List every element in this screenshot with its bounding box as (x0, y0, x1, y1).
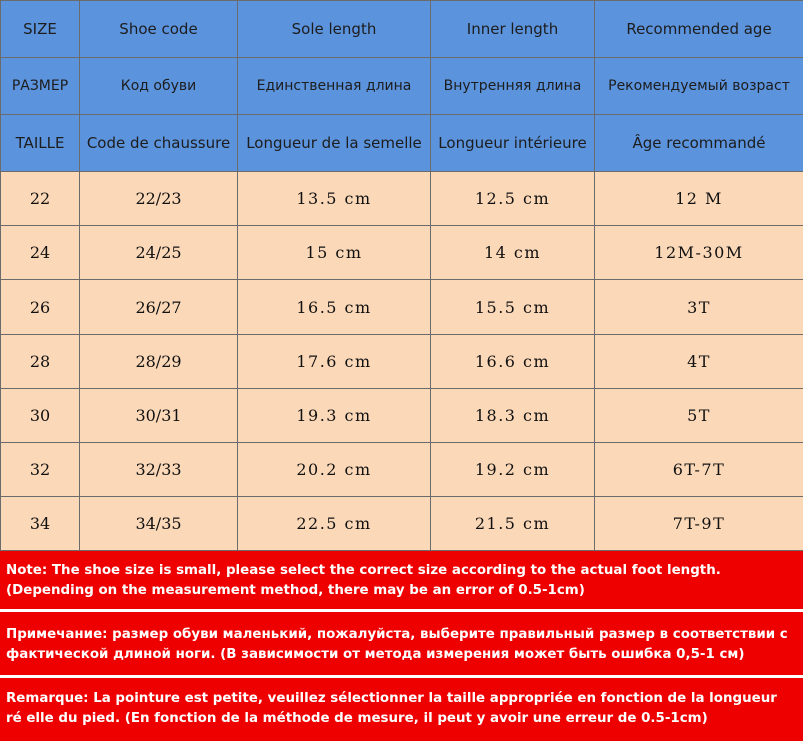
note-english: Note: The shoe size is small, please select the correct size according to the actual foot length. (Depending on the measurement method, there may be an error of 0.5-1cm) (0, 551, 803, 609)
table-row (1, 442, 803, 496)
cell-sole-length: 15 cm (238, 226, 431, 280)
table-row (1, 226, 803, 280)
header-sole-length-fr: Longueur de la semelle (238, 115, 431, 172)
cell-inner-length: 15.5 cm (431, 280, 595, 334)
cell-recommended-age: 12 M (595, 172, 803, 226)
cell-size: 22 (1, 172, 80, 226)
cell-recommended-age: 4T (595, 334, 803, 388)
table-row (1, 280, 803, 334)
cell-inner-length: 21.5 cm (431, 496, 595, 550)
header-shoe-code-fr: Code de chaussure (80, 115, 238, 172)
cell-shoe-code: 26/27 (80, 280, 238, 334)
note-russian: Примечание: размер обуви маленький, пожалуйста, выберите правильный размер в соответствии с фактической длиной ноги. (В зависимости от метода измерения может быть ошибка 0,5-1 см) (0, 612, 803, 675)
cell-shoe-code: 32/33 (80, 442, 238, 496)
cell-shoe-code: 30/31 (80, 388, 238, 442)
header-shoe-code: Shoe code (80, 1, 238, 58)
header-recommended-age-ru: Рекомендуемый возраст (595, 58, 803, 115)
header-inner-length-ru: Внутренняя длина (431, 58, 595, 115)
cell-sole-length: 22.5 cm (238, 496, 431, 550)
cell-inner-length: 14 cm (431, 226, 595, 280)
cell-size: 30 (1, 388, 80, 442)
table-row (1, 334, 803, 388)
cell-recommended-age: 6T-7T (595, 442, 803, 496)
cell-inner-length: 19.2 cm (431, 442, 595, 496)
header-inner-length-fr: Longueur intérieure (431, 115, 595, 172)
header-shoe-code-ru: Код обуви (80, 58, 238, 115)
cell-recommended-age: 3T (595, 280, 803, 334)
cell-sole-length: 16.5 cm (238, 280, 431, 334)
header-row-english (1, 1, 803, 58)
header-row-french (1, 115, 803, 172)
header-inner-length: Inner length (431, 1, 595, 58)
cell-shoe-code: 22/23 (80, 172, 238, 226)
cell-inner-length: 16.6 cm (431, 334, 595, 388)
table-row (1, 496, 803, 550)
cell-inner-length: 12.5 cm (431, 172, 595, 226)
cell-shoe-code: 28/29 (80, 334, 238, 388)
cell-size: 32 (1, 442, 80, 496)
cell-size: 34 (1, 496, 80, 550)
cell-recommended-age: 7T-9T (595, 496, 803, 550)
header-sole-length-ru: Единственная длина (238, 58, 431, 115)
cell-recommended-age: 12M-30M (595, 226, 803, 280)
note-french: Remarque: La pointure est petite, veuillez sélectionner la taille appropriée en fonction de la longueur ré elle du pied. (En fonction de la méthode de mesure, il peut y avoir une erreur de 0.5-1cm) (0, 678, 803, 741)
header-size-ru: РАЗМЕР (1, 58, 80, 115)
header-recommended-age-fr: Âge recommandé (595, 115, 803, 172)
header-size-fr: TAILLE (1, 115, 80, 172)
cell-recommended-age: 5T (595, 388, 803, 442)
cell-shoe-code: 24/25 (80, 226, 238, 280)
cell-size: 28 (1, 334, 80, 388)
header-row-russian (1, 58, 803, 115)
table-row (1, 388, 803, 442)
cell-size: 24 (1, 226, 80, 280)
cell-inner-length: 18.3 cm (431, 388, 595, 442)
cell-shoe-code: 34/35 (80, 496, 238, 550)
cell-sole-length: 19.3 cm (238, 388, 431, 442)
cell-sole-length: 17.6 cm (238, 334, 431, 388)
notes-section (0, 551, 803, 745)
header-sole-length: Sole length (238, 1, 431, 58)
cell-sole-length: 13.5 cm (238, 172, 431, 226)
cell-sole-length: 20.2 cm (238, 442, 431, 496)
header-size: SIZE (1, 1, 80, 58)
header-recommended-age: Recommended age (595, 1, 803, 58)
cell-size: 26 (1, 280, 80, 334)
table-row (1, 172, 803, 226)
